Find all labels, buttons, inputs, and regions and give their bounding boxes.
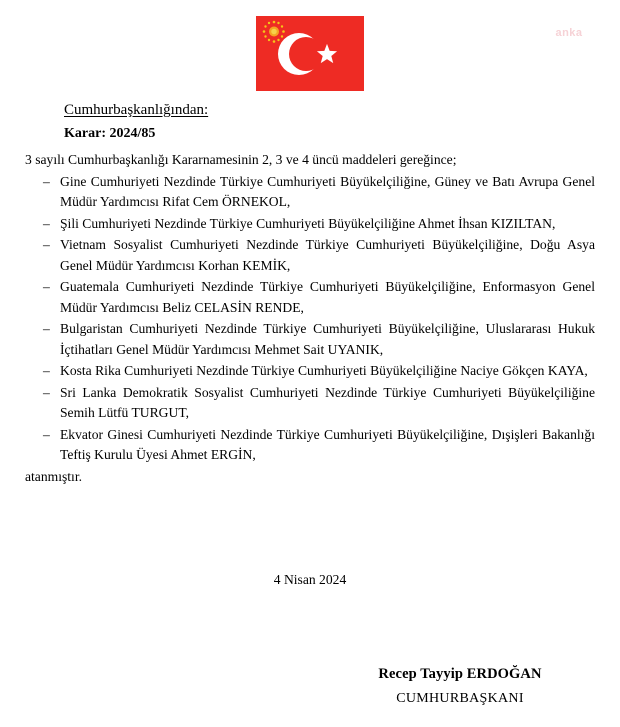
appointment-text: Guatemala Cumhuriyeti Nezdinde Türkiye Cumhuriyeti Büyükelçiliğine, Enformasyon Genel Müdür Yardımcısı Beliz CELASİN RENDE, bbox=[60, 279, 595, 315]
appointments-list bbox=[25, 172, 595, 466]
list-item bbox=[25, 361, 595, 382]
appointment-text: Gine Cumhuriyeti Nezdinde Türkiye Cumhuriyeti Büyükelçiliğine, Güney ve Batı Avrupa Genel Müdür Yardımcısı Rifat Cem ÖRNEKOL, bbox=[60, 173, 595, 209]
emblem-container bbox=[0, 16, 620, 91]
appointment-text: Sri Lanka Demokratik Sosyalist Cumhuriyeti Nezdinde Türkiye Cumhuriyeti Büyükelçiliğine Semih Lütfü TURGUT, bbox=[60, 384, 595, 420]
dash-bullet-icon: – bbox=[43, 363, 50, 378]
decision-number: Karar: 2024/85 bbox=[64, 126, 156, 141]
dash-bullet-icon: – bbox=[43, 237, 50, 252]
legal-basis-paragraph: 3 sayılı Cumhurbaşkanlığı Kararnamesinin 2, 3 ve 4 üncü maddeleri gereğince; bbox=[25, 152, 457, 167]
signatory-name: Recep Tayyip ERDOĞAN bbox=[378, 666, 542, 682]
turkish-flag-icon bbox=[256, 16, 364, 91]
dash-bullet-icon: – bbox=[43, 173, 50, 189]
list-item bbox=[25, 214, 595, 235]
signatory-title: CUMHURBAŞKANI bbox=[396, 691, 524, 706]
document-body bbox=[25, 150, 595, 487]
closing-statement: atanmıştır. bbox=[25, 468, 83, 484]
list-item bbox=[25, 383, 595, 424]
appointment-text: Şili Cumhuriyeti Nezdinde Türkiye Cumhuriyeti Büyükelçiliğine Ahmet İhsan KIZILTAN, bbox=[60, 215, 556, 231]
dash-bullet-icon: – bbox=[43, 321, 50, 336]
signature-block bbox=[330, 664, 590, 708]
issuing-office-title: Cumhurbaşkanlığından: bbox=[64, 102, 209, 118]
appointment-text: Bulgaristan Cumhuriyeti Nezdinde Türkiye Cumhuriyeti Büyükelçiliğine, Uluslararası Hukuk İçtihatları Genel Müdür Yardımcısı Mehmet Sait UYANIK, bbox=[60, 321, 595, 357]
dash-bullet-icon: – bbox=[43, 215, 50, 231]
document-date: 4 Nisan 2024 bbox=[273, 572, 347, 587]
list-item bbox=[25, 277, 595, 318]
appointment-text: Ekvator Ginesi Cumhuriyeti Nezdinde Türkiye Cumhuriyeti Büyükelçiliğine, Dışişleri Bakanlığı Teftiş Kurulu Üyesi Ahmet ERGİN, bbox=[60, 426, 595, 462]
dash-bullet-icon: – bbox=[43, 384, 50, 400]
watermark-text: anka bbox=[555, 27, 583, 39]
list-item bbox=[25, 172, 595, 213]
dash-bullet-icon: – bbox=[43, 279, 50, 294]
list-item bbox=[25, 319, 595, 360]
list-item bbox=[25, 235, 595, 276]
star-shape bbox=[316, 43, 338, 65]
heading-block bbox=[64, 101, 208, 142]
list-item bbox=[25, 425, 595, 466]
dash-bullet-icon: – bbox=[43, 426, 50, 442]
appointment-text: Vietnam Sosyalist Cumhuriyeti Nezdinde Türkiye Cumhuriyeti Büyükelçiliğine, Doğu Asya Genel Müdür Yardımcısı Korhan KEMİK, bbox=[60, 237, 595, 273]
appointment-text: Kosta Rika Cumhuriyeti Nezdinde Türkiye Cumhuriyeti Büyükelçiliğine Naciye Gökçen KAYA, bbox=[60, 363, 588, 378]
